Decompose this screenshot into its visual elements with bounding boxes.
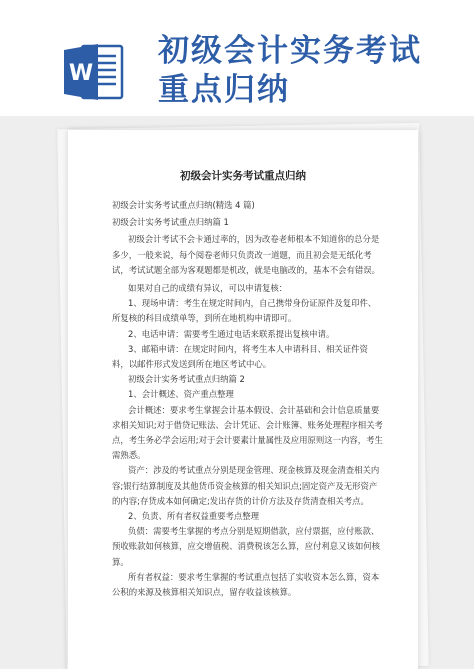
doc-paragraph: 初级会计考试不会卡通过率的，因为改卷老师根本不知道你的总分是多少，一般来说，每个阅卷老师只负责改一道题，而且初会是无纸化考试，考试试题全部为客观题都是机改，就是电脑改的，基本不会有错误。 bbox=[112, 234, 380, 275]
document-page bbox=[68, 130, 418, 669]
document-body bbox=[112, 188, 384, 600]
document-title: 初级会计实务考试重点归纳 bbox=[180, 170, 306, 182]
doc-paragraph: 初级会计实务考试重点归纳篇 2 bbox=[128, 374, 245, 385]
doc-paragraph: 1、会计概述、资产重点整理 bbox=[128, 389, 234, 400]
doc-paragraph: 资产：涉及的考试重点分别是现金管理、现金核算及现金清查相关内容;银行结算制度及其他货币资金核算的相关知识点;固定资产及无形资产的内容;存货成本如何确定;发出存货的计价方法及存货清查相关考点。 bbox=[112, 465, 380, 506]
doc-paragraph: 负债：需要考生掌握的考点分别是短期借款，应付票据，应付账款、预收账款如何核算，应交增值税、消费税该怎么算，应付利息又该如何核算。 bbox=[112, 526, 380, 567]
word-logo-letter: W bbox=[68, 61, 94, 86]
banner-title-line1: 初级会计实务考试 bbox=[158, 33, 422, 69]
header-banner bbox=[0, 0, 474, 128]
doc-paragraph: 初级会计实务考试重点归纳篇 1 bbox=[112, 217, 229, 228]
doc-paragraph: 所有者权益：要求考生掌握的考试重点包括了实收资本怎么算，资本公积的来源及核算相关知识点，留存收益该核算。 bbox=[112, 571, 380, 598]
doc-paragraph: 初级会计实务考试重点归纳(精选 4 篇) bbox=[112, 200, 255, 210]
doc-paragraph: 2、电话申请：需要考生通过电话来联系提出复核申请。 bbox=[128, 328, 335, 339]
doc-paragraph: 如果对自己的成绩有异议，可以申请复核： bbox=[128, 283, 288, 294]
banner-title-line2: 重点归纳 bbox=[158, 72, 290, 108]
word-document-icon bbox=[62, 40, 126, 104]
doc-paragraph: 2、负责、所有者权益重要考点整理 bbox=[128, 511, 259, 522]
doc-paragraph: 3、邮箱申请：在规定时间内，将考生本人申请科目、相关证件资料，以邮件形式发送到所在地区考试中心。 bbox=[112, 343, 368, 370]
doc-paragraph: 1、现场申请：考生在规定时间内，自己携带身份证原件及复印件、所复核的科目成绩单等，到所在地机构申请即可。 bbox=[112, 298, 377, 324]
doc-paragraph: 会计概述：要求考生掌握会计基本假设、会计基础和会计信息质量要求相关知识;对于借贷记账法、会计凭证、会计账簿、账务处理程序相关考点，考生务必学会运用;对于会计要素计量属性及应用原则这一内容，考生需熟悉。 bbox=[112, 404, 383, 461]
